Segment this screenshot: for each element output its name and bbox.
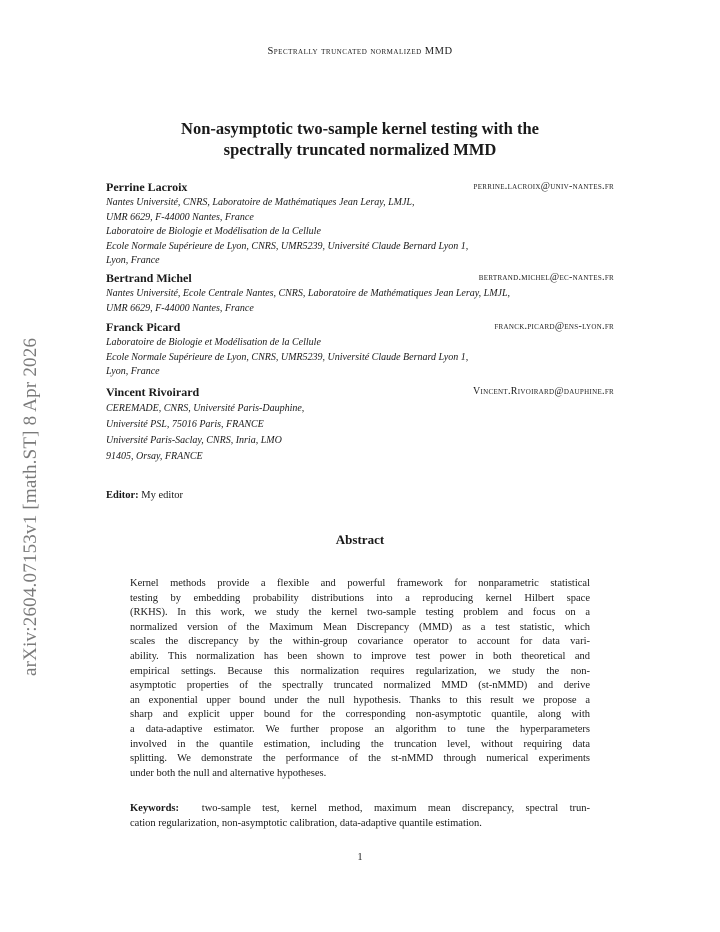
author-block <box>106 320 614 380</box>
paper-title <box>110 118 610 160</box>
author-email[interactable]: Vincent.Rivoirard@dauphine.fr <box>472 386 614 397</box>
author-email[interactable]: franck.picard@ens-lyon.fr <box>494 321 614 332</box>
editor-value: My editor <box>141 490 183 501</box>
author-block <box>106 385 614 465</box>
author-block <box>106 180 614 269</box>
abstract-line: asymptotic properties of the spectrally truncated normalized MMD (st-nMMD) and derive <box>130 680 590 692</box>
title-line: Non-asymptotic two-sample kernel testing with the <box>181 119 539 138</box>
running-head: Spectrally truncated normalized MMD <box>267 46 453 57</box>
page-number: 1 <box>357 852 363 863</box>
abstract-line: (RKHS). In this work, we study the kernel two-sample testing problem and focus on a <box>130 607 590 619</box>
abstract-line: sharp and explicit upper bound for the corresponding non-asymptotic quantile, along with <box>130 709 590 721</box>
abstract-line: empirical settings. Because this normalization requires regularization, we study the non- <box>130 665 590 677</box>
affiliation-line: 91405, Orsay, FRANCE <box>106 451 203 462</box>
author-name: Perrine Lacroix <box>106 180 188 194</box>
affiliation-line: Laboratoire de Biologie et Modélisation de la Cellule <box>106 226 321 237</box>
abstract-line: Kernel methods provide a flexible and powerful framework for nonparametric statistical <box>130 578 590 589</box>
abstract-line: an exponential upper bound under the null hypothesis. Thanks to this result we propose a <box>130 694 590 706</box>
keywords-text: two-sample test, kernel method, maximum mean discrepancy, spectral trun- <box>201 803 590 814</box>
abstract-line: splitting. We demonstrate the performance of the st-nMMD through numerical experiments <box>130 753 590 765</box>
affiliation-line: CEREMADE, CNRS, Université Paris-Dauphine, <box>106 403 305 414</box>
affiliation-line: Ecole Normale Supérieure de Lyon, CNRS, UMR5239, Université Claude Bernard Lyon 1, <box>106 351 469 363</box>
author-block <box>106 271 614 316</box>
keywords-line <box>130 802 590 817</box>
affiliation-line: Laboratoire de Biologie et Modélisation de la Cellule <box>106 337 321 348</box>
abstract-line: testing by embedding probability distributions into a reproducing kernel Hilbert space <box>130 592 590 604</box>
affiliation-line: Ecole Normale Supérieure de Lyon, CNRS, UMR5239, Université Claude Bernard Lyon 1, <box>106 240 469 252</box>
affiliation-line: UMR 6629, F-44000 Nantes, France <box>106 211 254 223</box>
affiliation-line: Nantes Université, CNRS, Laboratoire de Mathématiques Jean Leray, LMJL, <box>106 197 415 208</box>
author-name: Bertrand Michel <box>106 271 192 285</box>
editor-line <box>106 490 183 501</box>
author-email[interactable]: bertrand.michel@ec-nantes.fr <box>478 272 614 283</box>
abstract-line: scales the discrepancy by the within-group covariance operator to account for data vari- <box>130 636 590 648</box>
affiliation-line: Lyon, France <box>106 255 160 266</box>
abstract-heading: Abstract <box>335 532 385 547</box>
keywords-label: Keywords: <box>130 803 179 814</box>
author-name: Vincent Rivoirard <box>106 385 200 399</box>
affiliation-line: Nantes Université, Ecole Centrale Nantes, CNRS, Laboratoire de Mathématiques Jean Leray, LMJL, <box>106 288 511 299</box>
title-line: spectrally truncated normalized MMD <box>223 140 497 159</box>
abstract-body <box>130 577 590 781</box>
abstract-line: involved in the quantile estimation, including the truncation level, without requiring data <box>130 738 590 750</box>
abstract-line: a data-adaptive estimator. We further propose an algorithm to tune the hyperparameters <box>130 723 590 735</box>
affiliation-line: Université PSL, 75016 Paris, FRANCE <box>106 419 264 430</box>
author-name: Franck Picard <box>106 320 181 334</box>
abstract-line: under both the null and alternative hypotheses. <box>130 767 327 779</box>
arxiv-stamp: arXiv:2604.07153v1 [math.ST] 8 Apr 2026 <box>20 337 41 676</box>
author-email[interactable]: perrine.lacroix@univ-nantes.fr <box>473 181 614 192</box>
editor-label: Editor: <box>106 490 139 501</box>
abstract-line: normalized version of the Maximum Mean Discrepancy (MMD) as a test statistic, which <box>130 621 590 633</box>
affiliation-line: Lyon, France <box>106 366 160 377</box>
affiliation-line: UMR 6629, F-44000 Nantes, France <box>106 302 254 314</box>
affiliation-line: Université Paris-Saclay, CNRS, Inria, LMO <box>106 435 282 446</box>
keywords-line: cation regularization, non-asymptotic calibration, data-adaptive quantile estimation. <box>130 817 482 829</box>
keywords-block <box>130 802 590 831</box>
abstract-line: ability. This normalization has been shown to improve test power in both theoretical and <box>130 650 590 662</box>
